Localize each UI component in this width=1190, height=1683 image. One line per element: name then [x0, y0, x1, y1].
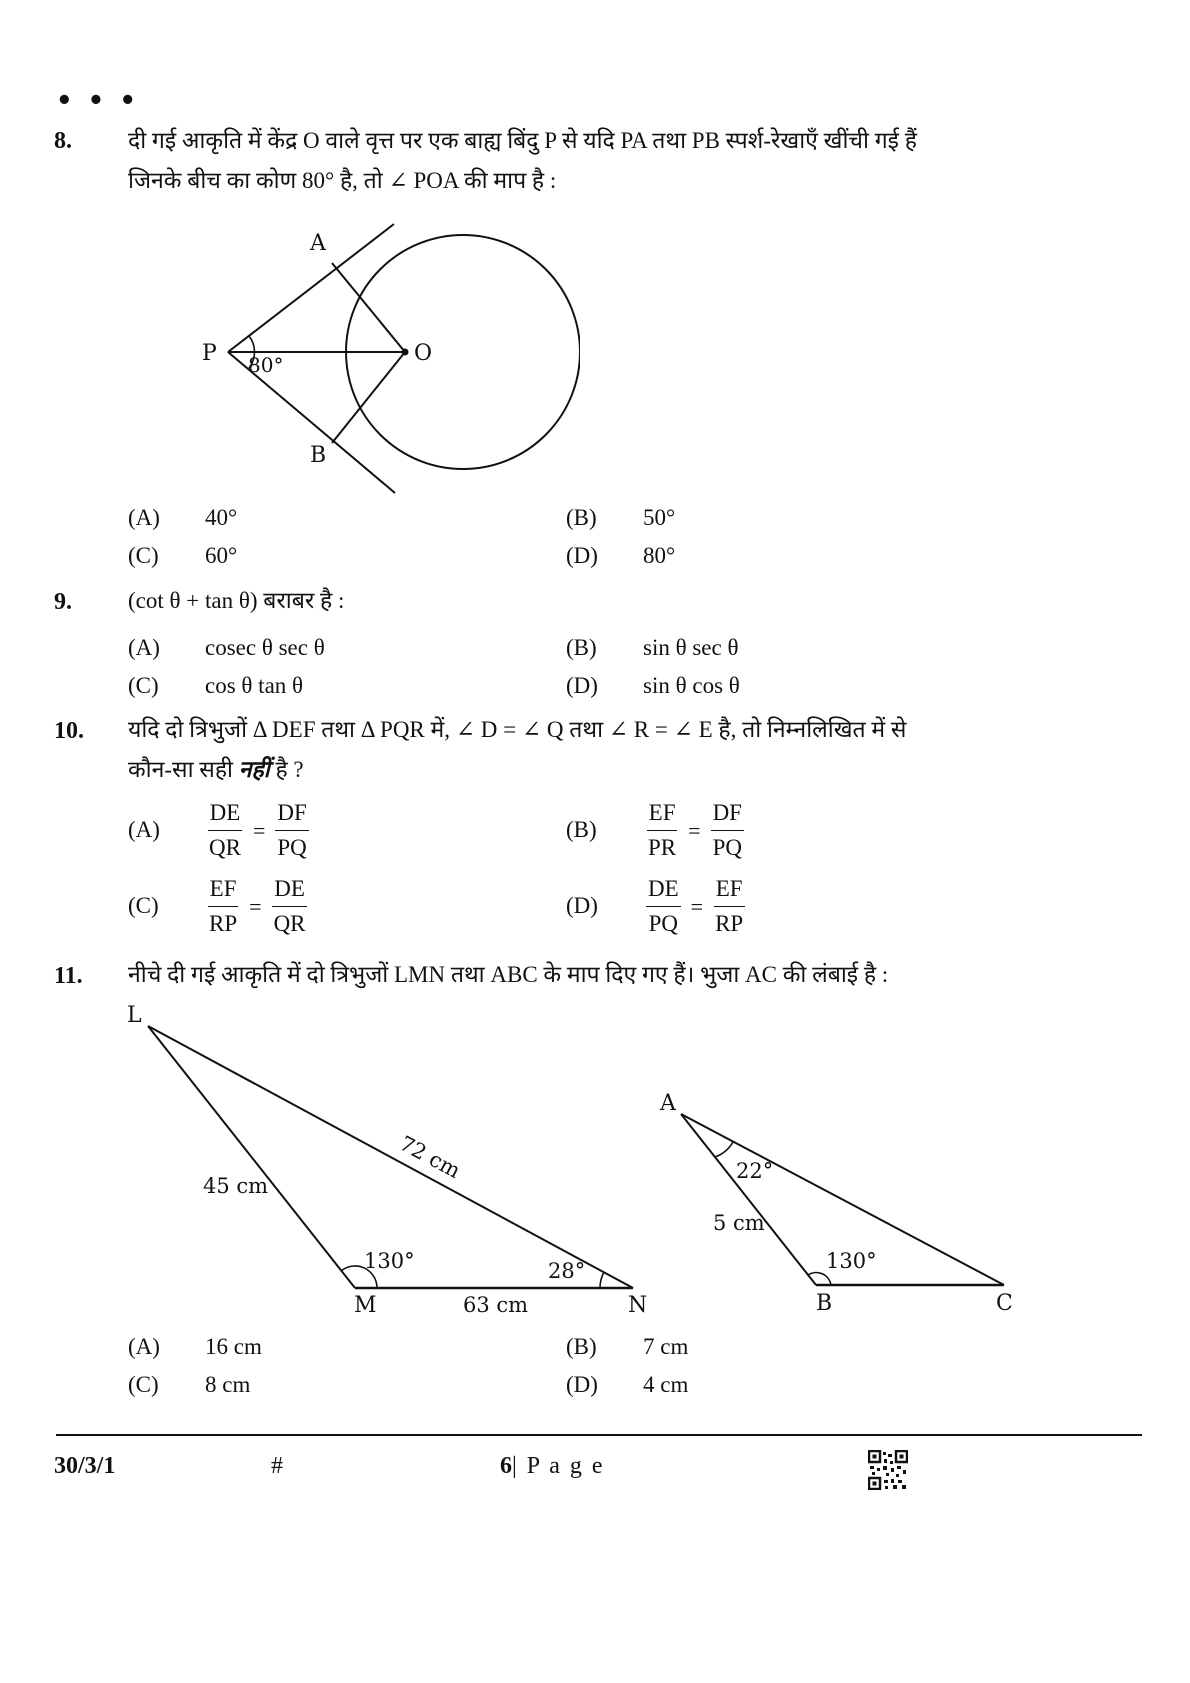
label-p: P [202, 341, 217, 366]
footer-hash: # [271, 1453, 283, 1479]
question-10-text-line1: यदि दो त्रिभुजों Δ DEF तथा Δ PQR में, ∠ D = ∠ Q तथा ∠ R = ∠ E है, तो निम्नलिखित में से [128, 717, 907, 742]
angle-arc-n [600, 1272, 604, 1288]
q11-option-c-value[interactable]: 8 cm [205, 1372, 251, 1397]
q9-option-a-label[interactable]: (A) [128, 635, 160, 660]
q11-option-b-value[interactable]: 7 cm [643, 1334, 689, 1359]
question-9-number: 9. [54, 589, 72, 615]
q10-option-d-label[interactable]: (D) [566, 893, 598, 918]
q9-option-d-label[interactable]: (D) [566, 673, 598, 698]
q9-option-b-value[interactable]: sin θ sec θ [643, 635, 739, 660]
q8-option-a-label[interactable]: (A) [128, 505, 160, 530]
fraction-left: $\frac{DE}{QR}$ [209, 800, 241, 860]
side-ab-label: 5 cm [713, 1211, 765, 1235]
q9-option-d-value[interactable]: sin θ cos θ [643, 673, 740, 698]
question-10-emphasis-not: नहीं [238, 757, 270, 782]
q8-option-d-value[interactable]: 80° [643, 543, 676, 568]
side-mn-label: 63 cm [463, 1293, 529, 1317]
q11-option-c-label[interactable]: (C) [128, 1372, 159, 1397]
label-b: B [310, 443, 327, 468]
footer-paper-code: 30/3/1 [54, 1453, 116, 1479]
q8-option-b-label[interactable]: (B) [566, 505, 597, 530]
side-lm-label: 45 cm [203, 1174, 269, 1198]
triangle-lmn [127, 1003, 647, 1318]
q10-option-d-equation[interactable]: $\frac{DE}{PQ}$ = $\frac{EF}{RP}$ [646, 874, 745, 939]
svg-text:M: M [354, 1293, 377, 1318]
question-11-figure-triangles [0, 990, 1190, 1330]
q8-option-c-value[interactable]: 60° [205, 543, 238, 568]
svg-text:N: N [628, 1293, 648, 1318]
q8-option-c-label[interactable]: (C) [128, 543, 159, 568]
question-11-number: 11. [54, 963, 83, 989]
radius-oa [332, 263, 405, 352]
q10-option-a-equation[interactable]: $\frac{DE}{QR}$ = $\frac{DF}{PQ}$ [207, 798, 309, 863]
q10-option-a-label[interactable]: (A) [128, 817, 160, 842]
label-o: O [414, 341, 433, 366]
fraction-right: $\frac{EF}{RP}$ [715, 876, 744, 936]
q9-option-c-label[interactable]: (C) [128, 673, 159, 698]
footer-page [500, 1453, 605, 1480]
angle-b-label: 130° [826, 1249, 877, 1273]
fraction-right: $\frac{DF}{PQ}$ [277, 800, 307, 860]
angle-n-label: 28° [548, 1259, 586, 1283]
question-8-text-line2: जिनके बीच का कोण 80° है, तो ∠ POA की माप है : [128, 168, 557, 193]
question-8-number: 8. [54, 128, 72, 154]
footer-page-label: | P a g e [512, 1453, 605, 1479]
q8-option-d-label[interactable]: (D) [566, 543, 598, 568]
angle-a-label: 22° [736, 1159, 774, 1183]
q8-option-a-value[interactable]: 40° [205, 505, 238, 530]
q9-option-b-label[interactable]: (B) [566, 635, 597, 660]
qr-code-icon [868, 1450, 908, 1490]
q8-option-b-value[interactable]: 50° [643, 505, 676, 530]
question-10-text-line2-post: है ? [269, 757, 304, 782]
question-8-figure-circle-tangents [180, 200, 580, 510]
q9-option-c-value[interactable]: cos θ tan θ [205, 673, 304, 698]
q10-option-c-equation[interactable]: $\frac{EF}{RP}$ = $\frac{DE}{QR}$ [207, 874, 308, 939]
q10-option-b-equation[interactable]: $\frac{EF}{PR}$ = $\frac{DF}{PQ}$ [646, 798, 744, 863]
svg-text:A: A [660, 1091, 676, 1116]
question-11-text: नीचे दी गई आकृति में दो त्रिभुजों LMN तथा ABC के माप दिए गए हैं। भुजा AC की लंबाई है : [128, 962, 889, 987]
svg-text:L: L [127, 1003, 142, 1028]
label-angle-80: 80° [248, 353, 284, 377]
fraction-left: $\frac{DE}{PQ}$ [648, 876, 679, 936]
q9-option-a-value[interactable]: cosec θ sec θ [205, 635, 325, 660]
radius-ob [332, 352, 405, 443]
continuation-marker: • • • [56, 86, 139, 116]
triangle-abc [659, 1091, 1013, 1316]
question-10-text-line2 [128, 750, 304, 790]
question-8-text-line1: दी गई आकृति में केंद्र O वाले वृत्त पर एक बाह्य बिंदु P से यदि PA तथा PB स्पर्श-रेखाएँ खींची गई हैं [128, 128, 917, 153]
q11-option-b-label[interactable]: (B) [566, 1334, 597, 1359]
angle-arc-a [715, 1142, 733, 1157]
side-ln-label: 72 cm [395, 1131, 465, 1183]
label-a: A [310, 231, 326, 256]
footer-page-number: 6 [500, 1453, 512, 1479]
q10-option-c-label[interactable]: (C) [128, 893, 159, 918]
footer-divider [56, 1434, 1142, 1436]
svg-text:B: B [816, 1291, 833, 1316]
svg-text:C: C [996, 1291, 1013, 1316]
question-9-text: (cot θ + tan θ) बराबर है : [128, 588, 345, 613]
question-10-number: 10. [54, 718, 84, 744]
angle-m-label: 130° [364, 1249, 415, 1273]
center-dot [402, 349, 409, 356]
q11-option-a-label[interactable]: (A) [128, 1334, 160, 1359]
q11-option-d-value[interactable]: 4 cm [643, 1372, 689, 1397]
q11-option-d-label[interactable]: (D) [566, 1372, 598, 1397]
fraction-left: $\frac{EF}{RP}$ [209, 876, 238, 936]
fraction-right: $\frac{DF}{PQ}$ [712, 800, 742, 860]
q10-option-b-label[interactable]: (B) [566, 817, 597, 842]
question-10-text-line2-pre: कौन-सा सही [128, 757, 239, 782]
q11-option-a-value[interactable]: 16 cm [205, 1334, 262, 1359]
fraction-left: $\frac{EF}{PR}$ [648, 800, 677, 860]
fraction-right: $\frac{DE}{QR}$ [273, 876, 306, 936]
